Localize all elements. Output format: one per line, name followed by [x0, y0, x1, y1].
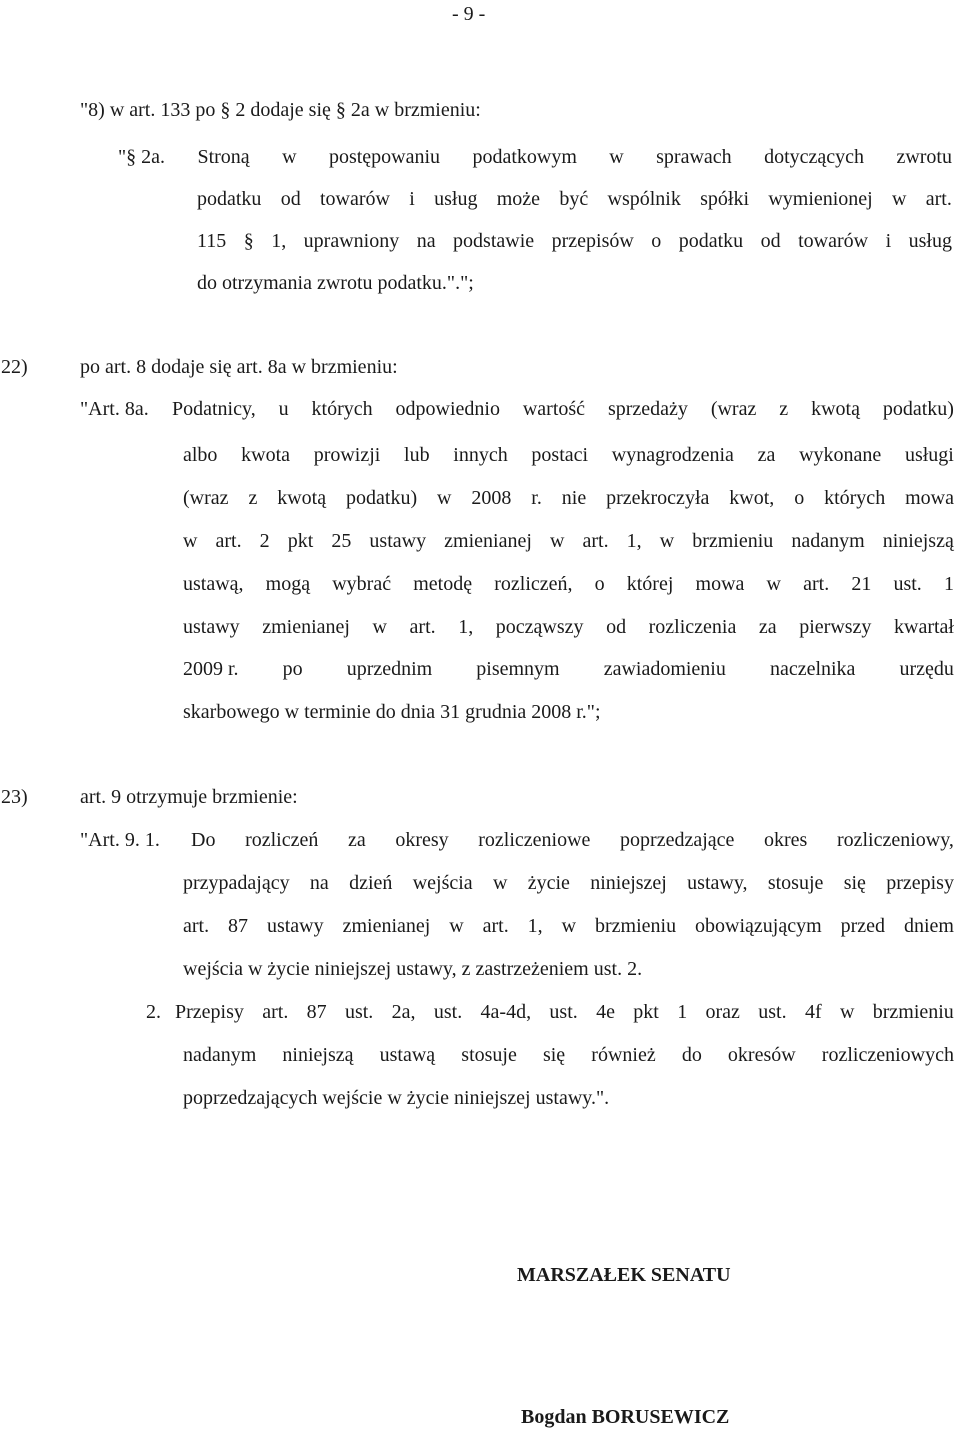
word: w: [183, 530, 198, 552]
signature-title: MARSZAŁEK SENATU: [517, 1264, 731, 1286]
word: od: [760, 230, 781, 252]
item8-line-3: [197, 229, 952, 253]
word: w: [839, 1001, 855, 1023]
word: innych: [453, 444, 508, 466]
word: urzędu: [899, 658, 954, 680]
word: 87: [228, 915, 249, 937]
item8-line-4: do otrzymania zwrotu podatku.".";: [197, 272, 474, 294]
word: 4f: [804, 1001, 822, 1023]
word: 2: [259, 530, 270, 552]
item22-line-4: [183, 529, 954, 553]
word: zwrotu: [896, 146, 952, 168]
word: towarów: [320, 188, 390, 210]
word: mowa: [905, 487, 954, 509]
word: poprzedzające: [620, 829, 735, 851]
word: również: [591, 1044, 656, 1066]
word: kwartał: [894, 616, 954, 638]
word: dzień: [349, 872, 393, 894]
word: art.: [803, 573, 830, 595]
item23-para2-line-3: poprzedzających wejście w życie niniejszej ustawy.".: [183, 1087, 610, 1109]
word: okres: [764, 829, 808, 851]
word: w: [766, 573, 781, 595]
word: §: [243, 230, 254, 252]
item22-heading: po art. 8 dodaje się art. 8a w brzmieniu:: [80, 356, 398, 378]
word: (wraz: [183, 487, 229, 509]
word: ust.: [893, 573, 922, 595]
word: ustawy: [266, 915, 324, 937]
word: kwotą: [811, 398, 860, 420]
word: brzmieniu: [692, 530, 774, 552]
item22-first-line: [172, 397, 954, 421]
word: niniejszej: [590, 872, 667, 894]
word: być: [559, 188, 589, 210]
word: ust.: [433, 1001, 463, 1023]
word: "§ 2a.: [118, 146, 166, 168]
item23-number: 23): [1, 786, 28, 808]
word: w: [561, 915, 577, 937]
word: sprzedaży: [607, 398, 688, 420]
word: art.: [582, 530, 609, 552]
word: stosuje: [461, 1044, 517, 1066]
item22-number: 22): [1, 356, 28, 378]
word: w: [372, 616, 387, 638]
word: albo: [183, 444, 218, 466]
word: postępowaniu: [328, 146, 441, 168]
word: okresów: [727, 1044, 796, 1066]
word: ustawy: [369, 530, 427, 552]
word: za: [757, 444, 776, 466]
item23-line-2: [183, 871, 954, 895]
word: w: [609, 146, 624, 168]
word: u: [278, 398, 289, 420]
word: 1,: [458, 616, 474, 638]
item22-line-3: [183, 486, 954, 510]
word: podatku): [346, 487, 418, 509]
word: dniem: [903, 915, 954, 937]
word: ust.: [344, 1001, 374, 1023]
word: przed: [840, 915, 886, 937]
word: na: [309, 872, 329, 894]
word: zmienianej: [342, 915, 431, 937]
word: brzmieniu: [872, 1001, 954, 1023]
word: dotyczących: [764, 146, 865, 168]
word: oraz: [705, 1001, 740, 1023]
word: z: [779, 398, 789, 420]
word: (wraz: [710, 398, 757, 420]
word: mogą: [265, 573, 311, 595]
word: uprawniony: [303, 230, 400, 252]
word: życie: [527, 872, 570, 894]
word: usług: [434, 188, 478, 210]
word: nadanym: [183, 1044, 257, 1066]
item23-first-line: [191, 828, 954, 852]
word: nadanym: [791, 530, 865, 552]
word: Do: [191, 829, 216, 851]
word: wybrać: [332, 573, 392, 595]
word: o: [651, 230, 662, 252]
word: 1,: [271, 230, 287, 252]
word: Podatnicy,: [172, 398, 256, 420]
word: rozliczeń: [245, 829, 319, 851]
word: rozliczeń,: [494, 573, 573, 595]
word: zmienianej: [444, 530, 532, 552]
word: wynagrodzenia: [611, 444, 734, 466]
word: ustawy,: [687, 872, 748, 894]
word: 1: [677, 1001, 688, 1023]
word: 4a-4d,: [480, 1001, 532, 1023]
item8-intro: "8) w art. 133 po § 2 dodaje się § 2a w brzmieniu:: [80, 99, 481, 121]
word: rozliczeniowy,: [836, 829, 954, 851]
word: spółki: [700, 188, 750, 210]
word: i: [409, 188, 415, 210]
word: ustawą: [379, 1044, 436, 1066]
word: odpowiednio: [395, 398, 500, 420]
word: lub: [404, 444, 430, 466]
word: 1,: [527, 915, 543, 937]
item22-label: "Art. 8a.: [80, 398, 149, 420]
word: ustawy: [183, 616, 240, 638]
word: 2a,: [391, 1001, 416, 1023]
word: metodę: [413, 573, 473, 595]
word: brzmieniu: [595, 915, 677, 937]
item8-line-1: [118, 145, 952, 169]
word: od: [280, 188, 301, 210]
word: wymienionej: [768, 188, 873, 210]
word: 4e: [596, 1001, 615, 1023]
word: uprzednim: [346, 658, 433, 680]
word: usług: [908, 230, 952, 252]
word: 115: [197, 230, 227, 252]
page-number: - 9 -: [452, 3, 486, 25]
word: w: [549, 530, 565, 552]
word: naczelnika: [769, 658, 856, 680]
word: pkt: [633, 1001, 659, 1023]
word: których: [824, 487, 886, 509]
word: począwszy: [495, 616, 584, 638]
word: art.: [925, 188, 952, 210]
word: zmienianej: [262, 616, 350, 638]
word: której: [626, 573, 674, 595]
word: może: [496, 188, 541, 210]
word: się: [843, 872, 866, 894]
word: art.: [409, 616, 436, 638]
word: zawiadomieniu: [603, 658, 726, 680]
word: w: [892, 188, 907, 210]
word: rozliczeniowe: [478, 829, 591, 851]
word: sprawach: [656, 146, 732, 168]
word: art.: [482, 915, 509, 937]
item23-line-4: wejścia w życie niniejszej ustawy, z zastrzeżeniem ust. 2.: [183, 958, 643, 980]
word: z: [248, 487, 258, 509]
word: 87: [306, 1001, 327, 1023]
word: od: [606, 616, 627, 638]
word: art.: [183, 915, 210, 937]
word: kwota: [241, 444, 291, 466]
word: wartość: [522, 398, 586, 420]
word: art.: [262, 1001, 289, 1023]
word: podatku): [882, 398, 954, 420]
word: w: [449, 915, 464, 937]
word: kwotą: [277, 487, 327, 509]
word: po: [282, 658, 303, 680]
word: wykonane: [799, 444, 882, 466]
word: art.: [215, 530, 242, 552]
word: wejścia: [412, 872, 473, 894]
word: ust.: [549, 1001, 578, 1023]
word: przepisów: [551, 230, 634, 252]
word: okresy: [395, 829, 449, 851]
item8-line-2: [197, 187, 952, 211]
word: pisemnym: [476, 658, 560, 680]
word: przekroczyła: [606, 487, 710, 509]
word: pierwszy: [799, 616, 872, 638]
word: na: [416, 230, 436, 252]
item23-para2-line-2: [183, 1043, 954, 1067]
word: kwot,: [729, 487, 775, 509]
word: niniejszą: [282, 1044, 354, 1066]
word: podatku: [197, 188, 262, 210]
item23-label: "Art. 9. 1.: [80, 829, 160, 851]
word: towarów: [798, 230, 869, 252]
word: 21: [851, 573, 872, 595]
word: się: [542, 1044, 566, 1066]
item22-line-7: [183, 657, 954, 681]
item23-para2-first-line: [175, 1000, 954, 1024]
word: 2009 r.: [183, 658, 239, 680]
word: podatkowym: [472, 146, 577, 168]
word: rozliczeniowych: [821, 1044, 954, 1066]
word: przypadający: [183, 872, 290, 894]
word: do: [681, 1044, 702, 1066]
word: ust.: [758, 1001, 787, 1023]
word: 2008: [471, 487, 512, 509]
word: podstawie: [453, 230, 535, 252]
word: i: [885, 230, 892, 252]
item22-line-6: [183, 615, 954, 639]
word: 1: [943, 573, 954, 595]
word: nie: [561, 487, 587, 509]
word: ustawą,: [183, 573, 244, 595]
item22-line-2: [183, 443, 954, 467]
word: obowiązującym: [695, 915, 822, 937]
word: prowizji: [313, 444, 381, 466]
word: stosuje: [767, 872, 824, 894]
word: r.: [531, 487, 542, 509]
word: rozliczenia: [648, 616, 737, 638]
signature-name: Bogdan BORUSEWICZ: [521, 1406, 730, 1428]
word: o: [594, 573, 605, 595]
word: 1,: [626, 530, 642, 552]
word: za: [758, 616, 777, 638]
word: wspólnik: [607, 188, 681, 210]
word: niniejszą: [882, 530, 954, 552]
word: o: [794, 487, 805, 509]
word: mowa: [695, 573, 745, 595]
word: w: [492, 872, 508, 894]
word: podatku: [678, 230, 744, 252]
item23-heading: art. 9 otrzymuje brzmienie:: [80, 786, 298, 808]
word: Przepisy: [175, 1001, 244, 1023]
word: pkt: [287, 530, 314, 552]
word: których: [311, 398, 373, 420]
word: przepisy: [886, 872, 954, 894]
item23-line-3: [183, 914, 954, 938]
word: w: [282, 146, 297, 168]
item23-para2-label: 2.: [146, 1001, 161, 1023]
word: postaci: [531, 444, 589, 466]
word: za: [347, 829, 366, 851]
word: w: [437, 487, 452, 509]
word: w: [659, 530, 675, 552]
word: 25: [331, 530, 352, 552]
word: usługi: [904, 444, 954, 466]
item22-line-5: [183, 572, 954, 596]
item22-line-8: skarbowego w terminie do dnia 31 grudnia 2008 r.";: [183, 701, 601, 723]
word: Stroną: [197, 146, 250, 168]
